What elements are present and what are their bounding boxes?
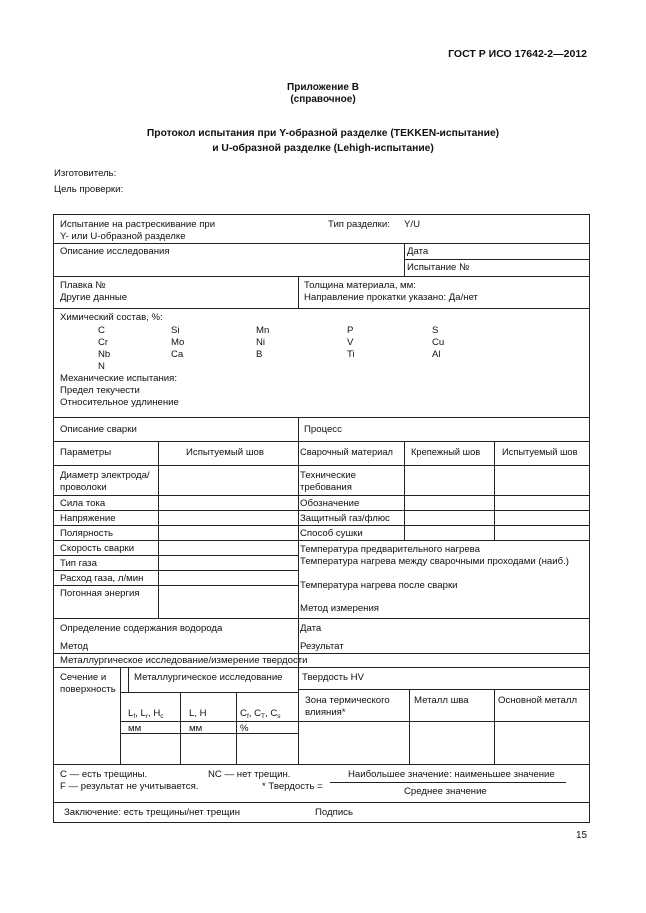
page-number: 15 <box>576 830 588 841</box>
element-v: V <box>347 337 354 348</box>
test-seam-header: Испытуемый шов <box>186 447 264 458</box>
fraction-denominator: Среднее значение <box>404 786 487 797</box>
preheat-temp-label: Температура предварительного нагрева <box>300 544 480 555</box>
tech-requirements-label: Технические требования <box>300 470 356 493</box>
element-p: P <box>347 325 354 336</box>
groove-type-label: Тип разделки: <box>328 219 390 230</box>
element-cu: Cu <box>432 337 445 348</box>
element-s: S <box>432 325 439 336</box>
param-heat-input: Погонная энергия <box>60 588 140 599</box>
hardness-hv-label: Твердость HV <box>302 672 364 683</box>
lf-lr-hc-label: $L_f$, $L_r$, $H_c$ <box>128 708 164 720</box>
hydrogen-determination-label: Определение содержания водорода <box>60 623 223 634</box>
element-mn: Mn <box>256 325 270 336</box>
test-type-line2: Y- или U-образной разделке <box>60 231 186 242</box>
param-current: Сила тока <box>60 498 106 509</box>
yield-strength-label: Предел текучести <box>60 385 140 396</box>
element-ti: Ti <box>347 349 355 360</box>
protocol-title-line2: и U-образной разделке (Lehigh-испытание) <box>212 143 434 154</box>
param-polarity: Полярность <box>60 528 113 539</box>
haz-label: Зона термического влияния* <box>305 695 390 718</box>
l-h-label: L, H <box>189 708 207 719</box>
test-seam-header-2: Испытуемый шов <box>502 447 578 457</box>
other-data-label: Другие данные <box>60 292 128 303</box>
manufacturer-label: Изготовитель: <box>54 168 117 179</box>
param-gas-type: Тип газа <box>60 558 97 569</box>
mech-tests-label: Механические испытания: <box>60 373 177 384</box>
date-label: Дата <box>407 246 429 257</box>
process-label: Процесс <box>304 424 342 435</box>
welding-description-label: Описание сварки <box>60 424 137 435</box>
element-al: Al <box>432 349 441 360</box>
element-c: C <box>98 325 105 336</box>
element-cr: Cr <box>98 337 109 348</box>
signature-label: Подпись <box>315 807 353 818</box>
thickness-label: Толщина материала, мм: <box>304 280 416 291</box>
fixing-seam-header: Крепежный шов <box>411 447 481 457</box>
rolling-direction-label: Направление прокатки указано: Да/нет <box>304 292 478 303</box>
legend-f-result: F — результат не учитывается. <box>60 781 199 792</box>
legend-nc: NC — нет трещин. <box>208 769 291 780</box>
shield-gas-label: Защитный газ/флюс <box>300 513 390 524</box>
method-label: Метод <box>60 641 89 652</box>
param-weld-speed: Скорость сварки <box>60 543 135 554</box>
appendix-type: (справочное) <box>290 94 356 105</box>
param-voltage: Напряжение <box>60 513 116 524</box>
fraction-bar <box>330 782 566 783</box>
protocol-title-line1: Протокол испытания при Y-образной разделке (TEKKEN-испытание) <box>146 128 500 139</box>
drying-method-label: Способ сушки <box>300 528 363 539</box>
param-gas-flow: Расход газа, л/мин <box>60 573 144 584</box>
designation-label: Обозначение <box>300 498 360 509</box>
weld-material-header: Сварочный материал <box>300 447 393 457</box>
base-metal-label: Основной металл <box>498 695 578 706</box>
elongation-label: Относительное удлинение <box>60 397 179 408</box>
hardness-equation-label: * Твердость = <box>262 781 323 792</box>
unit-mm-2: мм <box>189 723 203 734</box>
fraction-numerator: Наибольшее значение: наименьшее значение <box>348 769 555 780</box>
appendix-title: Приложение В <box>287 82 359 93</box>
purpose-label: Цель проверки: <box>54 184 124 195</box>
postheat-temp-label: Температура нагрева после сварки <box>300 580 458 591</box>
unit-percent: % <box>240 723 249 734</box>
interpass-temp-label: Температура нагрева между сварочными проходами (наиб.) <box>300 556 569 567</box>
unit-mm-1: мм <box>128 723 142 734</box>
parameters-header: Параметры <box>60 447 112 458</box>
study-description-label: Описание исследования <box>60 246 170 257</box>
chem-composition-title: Химический состав, %: <box>60 312 163 323</box>
element-n: N <box>98 361 105 372</box>
conclusion-label: Заключение: есть трещины/нет трещин <box>64 807 241 818</box>
element-mo: Mo <box>171 337 185 348</box>
element-b: B <box>256 349 263 360</box>
element-nb: Nb <box>98 349 111 360</box>
measurement-method-label: Метод измерения <box>300 603 380 614</box>
test-number-label: Испытание № <box>407 262 470 273</box>
heat-number-label: Плавка № <box>60 280 106 291</box>
section-surface-label: Сечение и поверхность <box>60 672 116 695</box>
groove-type-value: Y/U <box>404 219 420 230</box>
cf-ct-cs-label: $C_f$, $C_T$, $C_s$ <box>240 708 281 720</box>
metallurgy-title: Металлургическое исследование/измерение твердости <box>60 655 308 666</box>
metallurgical-study-label: Металлургическое исследование <box>134 672 283 683</box>
weld-metal-label: Металл шва <box>414 695 469 706</box>
element-ca: Ca <box>171 349 184 360</box>
result-label: Результат <box>300 641 344 652</box>
standard-code: ГОСТ Р ИСО 17642-2—2012 <box>448 48 587 60</box>
element-ni: Ni <box>256 337 266 348</box>
param-electrode-diameter: Диаметр электрода/ проволоки <box>60 470 150 493</box>
date-label-2: Дата <box>300 623 322 634</box>
test-type-line1: Испытание на растрескивание при <box>60 219 216 230</box>
legend-c-cracks: С — есть трещины. <box>60 769 148 780</box>
element-si: Si <box>171 325 180 336</box>
